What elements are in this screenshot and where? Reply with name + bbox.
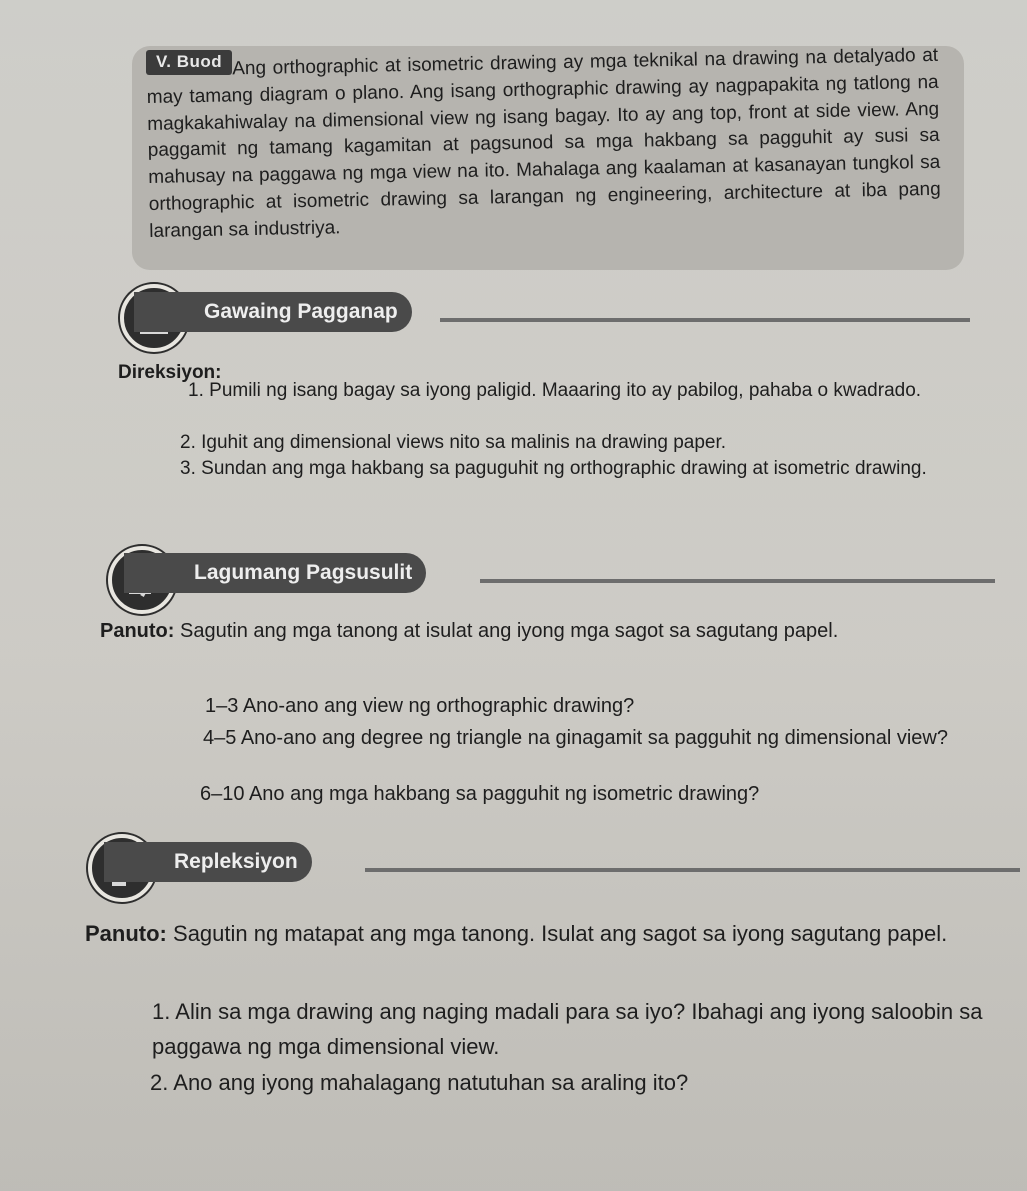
gawain-item-1 (188, 378, 978, 404)
gawain-item-2 (180, 430, 970, 455)
gawain-item-1-num: 1. (188, 380, 204, 401)
lagumang-item-3 (200, 782, 980, 807)
repleksiyon-item-2-num: 2. (150, 1070, 169, 1095)
lagumang-item-3-text: Ano ang mga hakbang sa pagguhit ng isometric drawing? (248, 783, 760, 805)
lagumang-item-2-text: Ano-ano ang degree ng triangle na ginagamit sa pagguhit ng dimensional view? (240, 727, 948, 749)
gawain-rule (440, 318, 970, 322)
summary-paragraph (146, 43, 941, 246)
repleksiyon-panuto-label: Panuto: (85, 921, 167, 946)
lagumang-item-1 (205, 694, 985, 719)
direksiyon-label: Direksiyon: (118, 362, 222, 383)
lagumang-item-2 (203, 724, 963, 752)
repleksiyon-item-1-num: 1. (152, 999, 171, 1024)
repleksiyon-item-2 (150, 1068, 1010, 1098)
lagumang-item-1-text: Ano-ano ang view ng orthographic drawing? (242, 695, 635, 717)
repleksiyon-item-1 (152, 994, 1020, 1064)
summary-text: Ang orthographic at isometric drawing ay mga teknikal na drawing na detalyado at may tamang diagram o plano. Ang isang orthographic drawing ay nagpapakita ng tatlong na magkakahiwalay na dimensional view ng isang bagay. Ito ay ang top, front at side view. Ang paggamit ng tamang kagamitan at pagsunod sa mga hakbang sa pagguhit ay susi sa mahusay na paggawa ng mga view na ito. Mahalaga ang kaalaman at kasanayan tungkol sa orthographic at isometric drawing sa larangan ng engineering, architecture at iba pang larangan sa industriya. (146, 44, 941, 242)
lagumang-item-2-num: 4–5 (203, 727, 237, 749)
gawain-item-2-num: 2. (180, 432, 196, 453)
repleksiyon-item-2-text: Ano ang iyong mahalagang natutuhan sa araling ito? (173, 1070, 689, 1095)
lagumang-item-3-num: 6–10 (200, 783, 245, 805)
repleksiyon-rule (365, 868, 1020, 872)
lagumang-item-1-num: 1–3 (205, 695, 239, 717)
gawain-title: Gawaing Pagganap (134, 292, 412, 332)
repleksiyon-title: Repleksiyon (104, 842, 312, 882)
gawain-item-2-text: Iguhit ang dimensional views nito sa malinis na drawing paper. (201, 432, 727, 453)
gawain-item-3 (180, 455, 980, 482)
lagumang-panuto-label: Panuto: (100, 620, 175, 642)
lagumang-panuto-text: Sagutin ang mga tanong at isulat ang iyong mga sagot sa sagutang papel. (180, 620, 839, 642)
lagumang-rule (480, 579, 995, 583)
gawain-item-3-num: 3. (180, 458, 196, 479)
repleksiyon-item-1-text: Alin sa mga drawing ang naging madali para sa iyo? Ibahagi ang iyong saloobin sa paggawa ng mga dimensional view. (152, 999, 983, 1059)
repleksiyon-panuto-text: Sagutin ng matapat ang mga tanong. Isulat ang sagot sa iyong sagutang papel. (173, 921, 948, 946)
lagumang-panuto (100, 615, 980, 647)
gawain-item-1-text: Pumili ng isang bagay sa iyong paligid. Maaaring ito ay pabilog, pahaba o kwadrado. (209, 380, 922, 401)
lagumang-title: Lagumang Pagsusulit (124, 553, 426, 593)
gawain-item-3-text: Sundan ang mga hakbang sa paguguhit ng orthographic drawing at isometric drawing. (201, 458, 927, 479)
summary-tag: V. Buod (146, 50, 232, 75)
repleksiyon-panuto (85, 917, 1020, 951)
